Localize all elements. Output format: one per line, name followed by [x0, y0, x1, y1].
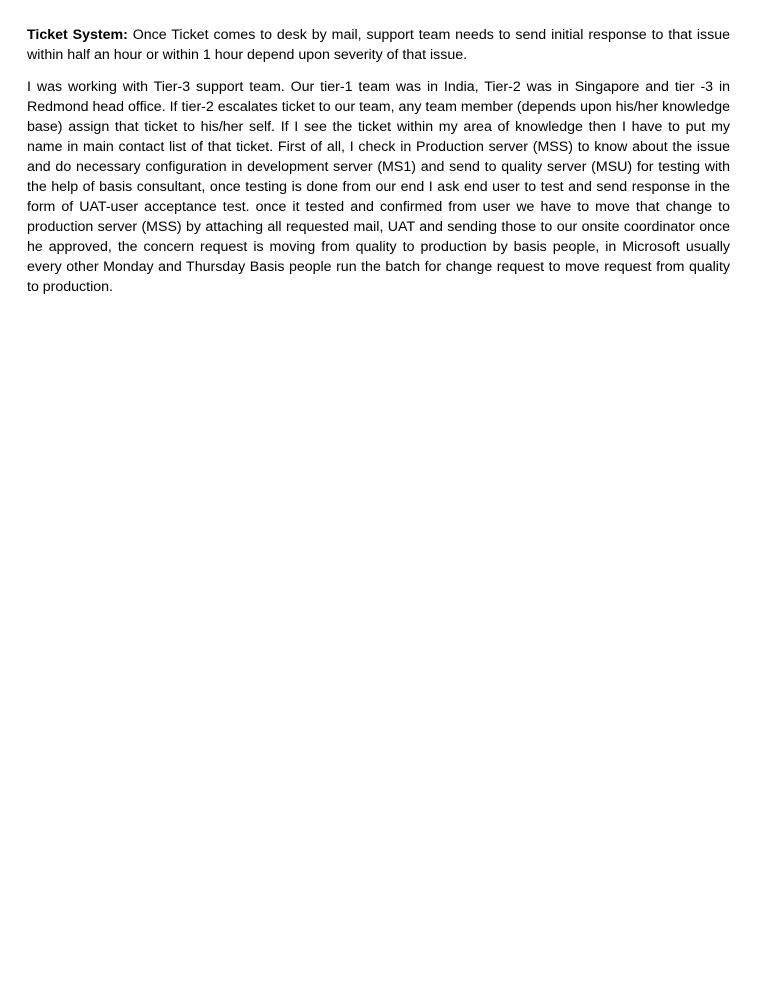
document-page — [27, 25, 738, 297]
section-heading: Ticket System: — [27, 27, 128, 43]
intro-paragraph — [27, 25, 730, 65]
body-paragraph: I was working with Tier-3 support team. Our tier-1 team was in India, Tier-2 was in Singapore and tier -3 in Redmond head office. If tier-2 escalates ticket to our team, any team member (depends upon his/her knowledge base) assign that ticket to his/her self. If I see the ticket within my area of knowledge then I have to put my name in main contact list of that ticket. First of all, I check in Production server (MSS) to know about the issue and do necessary configuration in development server (MS1) and send to quality server (MSU) for testing with the help of basis consultant, once testing is done from our end I ask end user to test and send response in the form of UAT-user acceptance test. once it tested and confirmed from user we have to move that change to production server (MSS) by attaching all requested mail, UAT and sending those to our onsite coordinator once he approved, the concern request is moving from quality to production by basis people, in Microsoft usually every other Monday and Thursday Basis people run the batch for change request to move request from quality to production. — [27, 79, 738, 295]
intro-text: Once Ticket comes to desk by mail, support team needs to send initial response to that issue within half an hour or within 1 hour depend upon severity of that issue. — [27, 27, 730, 63]
